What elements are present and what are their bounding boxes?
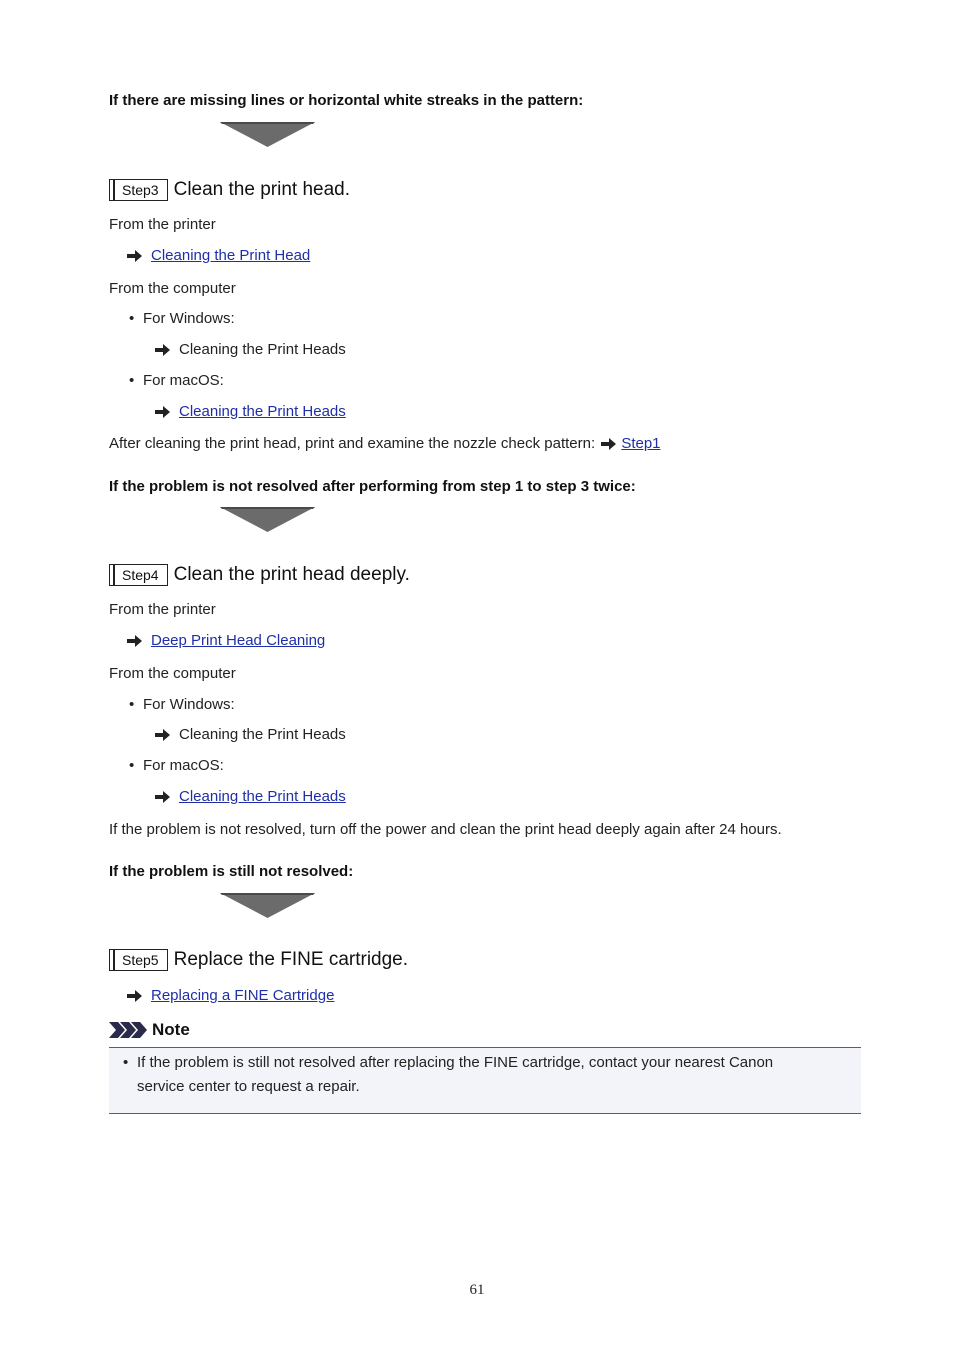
note-header [109, 1020, 190, 1040]
bullet: • [129, 372, 135, 389]
not-resolved-twice-heading: If the problem is not resolved after performing from step 1 to step 3 twice: [109, 478, 636, 495]
right-arrow-icon [155, 729, 170, 741]
right-arrow-icon [127, 990, 142, 1002]
right-arrow-icon [155, 344, 170, 356]
deep-print-head-cleaning-link[interactable]: Deep Print Head Cleaning [151, 632, 326, 649]
right-arrow-icon [155, 406, 170, 418]
macos-label: For macOS: [143, 757, 224, 774]
right-arrow-icon [127, 635, 142, 647]
bullet: • [129, 757, 135, 774]
step3-macos-item [129, 372, 224, 389]
step3-macos-target [155, 403, 346, 420]
step5-link-row [127, 987, 334, 1004]
step3-after-text: After cleaning the print head, print and examine the nozzle check pattern: [109, 435, 596, 452]
step4-macos-target [155, 788, 346, 805]
macos-cleaning-link[interactable]: Cleaning the Print Heads [179, 788, 346, 805]
step5-title: Replace the FINE cartridge. [173, 949, 409, 970]
windows-label: For Windows: [143, 310, 235, 327]
page-number: 61 [469, 1282, 485, 1298]
step4-windows-item [129, 696, 235, 713]
windows-cleaning-text: Cleaning the Print Heads [179, 341, 346, 358]
macos-label: For macOS: [143, 372, 224, 389]
note-title: Note [152, 1020, 190, 1039]
missing-lines-heading: If there are missing lines or horizontal white streaks in the pattern: [109, 92, 584, 109]
step3-after-row [109, 435, 661, 452]
right-arrow-icon [155, 791, 170, 803]
down-arrow-icon [220, 507, 315, 538]
windows-label: For Windows: [143, 696, 235, 713]
step4-windows-target [155, 726, 346, 743]
right-arrow-icon [601, 438, 616, 450]
step3-title: Clean the print head. [173, 179, 350, 200]
step1-link[interactable]: Step1 [621, 435, 661, 452]
note-line2: service center to request a repair. [137, 1078, 360, 1095]
right-arrow-icon [127, 250, 142, 262]
step3-windows-item [129, 310, 235, 327]
step3-printer-link-row [127, 247, 310, 264]
step4-printer-link-row [127, 632, 325, 649]
step5-badge: Step5 [109, 949, 168, 971]
step4-badge: Step4 [109, 564, 168, 586]
still-not-resolved-heading: If the problem is still not resolved: [109, 863, 354, 880]
step3-windows-target [155, 341, 346, 358]
replacing-fine-cartridge-link[interactable]: Replacing a FINE Cartridge [151, 987, 335, 1004]
bullet: • [129, 696, 135, 713]
step4-from-computer: From the computer [109, 665, 236, 682]
macos-cleaning-link[interactable]: Cleaning the Print Heads [179, 403, 346, 420]
down-arrow-icon [220, 122, 315, 153]
step4-from-printer: From the printer [109, 601, 216, 618]
note-line1: If the problem is still not resolved after replacing the FINE cartridge, contact your nearest Canon [137, 1054, 774, 1071]
step4-header [109, 564, 410, 586]
step3-badge: Step3 [109, 179, 168, 201]
step4-title: Clean the print head deeply. [173, 564, 410, 585]
note-bullet: • [123, 1054, 129, 1071]
step4-after-text: If the problem is not resolved, turn off the power and clean the print head deeply again after 24 hours. [109, 821, 782, 838]
note-chevrons-icon [109, 1021, 147, 1039]
step3-header [109, 179, 350, 201]
step3-from-printer: From the printer [109, 216, 216, 233]
cleaning-print-head-link[interactable]: Cleaning the Print Head [151, 247, 311, 264]
bullet: • [129, 310, 135, 327]
step4-macos-item [129, 757, 224, 774]
down-arrow-icon [220, 893, 315, 924]
windows-cleaning-text: Cleaning the Print Heads [179, 726, 346, 743]
step5-header [109, 949, 408, 971]
step3-from-computer: From the computer [109, 280, 236, 297]
